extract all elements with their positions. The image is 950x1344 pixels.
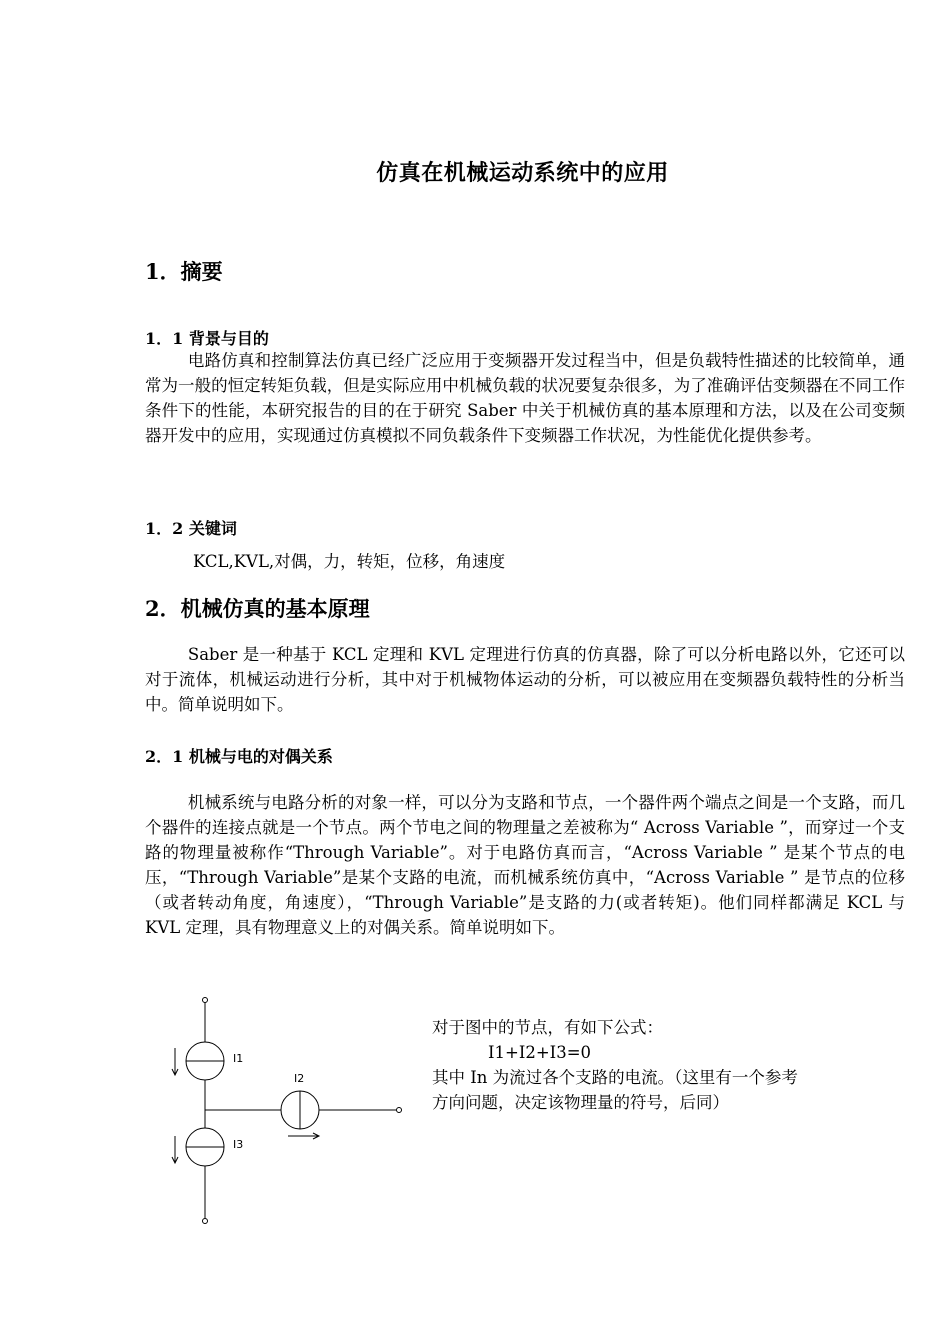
figure-text-line-2: 其中 In 为流过各个支路的电流。（这里有一个参考 <box>432 1068 798 1087</box>
section-2-intro <box>145 642 905 717</box>
section-1-1-heading: 1．1 背景与目的 <box>145 329 269 348</box>
section-1-1-paragraph: 电路仿真和控制算法仿真已经广泛应用于变频器开发过程当中，但是负载特性描述的比较简单，通常为一般的恒定转矩负载，但是实际应用中机械负载的状况要复杂很多，为了准确评估变频器在不同工作条件下的性能，本研究报告的目的在于研究 Saber 中关于机械仿真的基本原理和方法，以及在公司变频器开发中的应用，实现通过仿真模拟不同负载条件下变频器工作状况，为性能优化提供参考。 <box>145 351 905 445</box>
figure-explanation <box>432 1015 902 1115</box>
section-1-1-body <box>145 348 905 448</box>
terminal-top <box>203 998 208 1003</box>
figure-text-line-1: 对于图中的节点，有如下公式： <box>432 1018 663 1037</box>
section-2-1-paragraph: 机械系统与电路分析的对象一样，可以分为支路和节点，一个器件两个端点之间是一个支路，而几个器件的连接点就是一个节点。两个节电之间的物理量之差被称为“ Across Variable ”，而穿过一个支路的物理量被称作“Through Variable”。对于电路仿真而言，“Across Variable ” 是某个节点的电压，“Through Variable”是某个支路的电流，而机械系统仿真中，“Across Variable ” 是节点的位移（或者转动角度，角速度），“Through Variable”是支路的力(或者转矩)。他们同样都满足 KCL 与 KVL 定理，具有物理意义上的对偶关系。简单说明如下。 <box>145 793 905 937</box>
document-title: 仿真在机械运动系统中的应用 <box>376 160 669 186</box>
label-i3: I3 <box>233 1138 244 1151</box>
section-2-heading: 2．机械仿真的基本原理 <box>145 596 370 621</box>
figure-text-line-3: 方向问题，决定该物理量的符号，后同） <box>432 1093 729 1112</box>
label-i1: I1 <box>233 1052 244 1065</box>
terminal-right <box>397 1108 402 1113</box>
keywords-line: KCL,KVL,对偶，力，转矩，位移，角速度 <box>193 552 506 571</box>
section-2-1-heading: 2．1 机械与电的对偶关系 <box>145 747 333 766</box>
section-2-intro-paragraph: Saber 是一种基于 KCL 定理和 KVL 定理进行仿真的仿真器，除了可以分析电路以外，它还可以对于流体，机械运动进行分析，其中对于机械物体运动的分析，可以被应用在变频器负载特性的分析当中。简单说明如下。 <box>145 645 905 714</box>
section-1-2-heading: 1．2 关键词 <box>145 519 237 538</box>
section-1-heading: 1．摘要 <box>145 259 223 284</box>
label-i2: I2 <box>294 1072 305 1085</box>
circuit-node-diagram <box>160 990 420 1230</box>
terminal-bottom <box>203 1219 208 1224</box>
kcl-formula: I1+I2+I3=0 <box>488 1043 592 1062</box>
section-2-1-body <box>145 790 905 940</box>
